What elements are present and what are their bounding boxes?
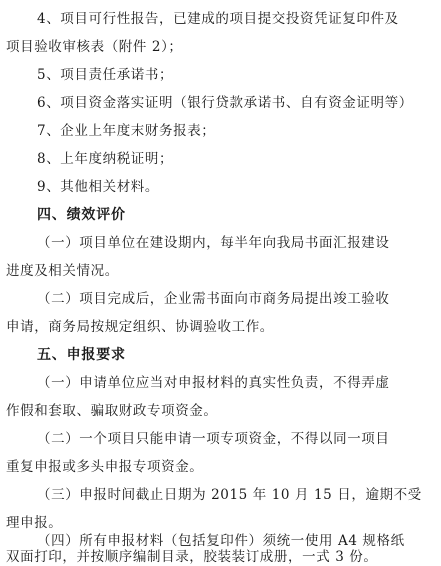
section-4-heading: 四、绩效评价: [37, 207, 126, 223]
section-5-p2-line-2: 重复申报或多头申报专项资金。: [6, 459, 204, 475]
section-4-p1-line-1: （一）项目单位在建设期内，每半年向我局书面汇报建设: [37, 235, 390, 251]
section-5-p4-line-1: （四）所有申报材料（包括复印件）须统一使用 A4 规格纸: [37, 533, 405, 549]
section-5-heading: 五、申报要求: [37, 347, 126, 363]
item-4-line-2: 项目验收审核表（附件 2）；: [6, 39, 183, 55]
section-4-p2-line-2: 申请，商务局按规定组织、协调验收工作。: [6, 319, 274, 335]
item-8: 8、上年度纳税证明；: [37, 151, 174, 167]
section-5-p3-line-2: 理申报。: [6, 515, 63, 531]
section-5-p3-line-1: （三）申报时间截止日期为 2015 年 10 月 15 日，逾期不受: [37, 487, 422, 503]
item-6: 6、项目资金落实证明（银行贷款承诺书、自有资金证明等）: [37, 95, 413, 111]
section-5-p2-line-1: （二）一个项目只能申请一项专项资金，不得以同一项目: [37, 431, 390, 447]
item-5: 5、项目责任承诺书；: [37, 67, 174, 83]
section-4-p1-line-2: 进度及相关情况。: [6, 263, 119, 279]
item-7: 7、企业上年度末财务报表；: [37, 123, 216, 139]
section-4-p2-line-1: （二）项目完成后，企业需书面向市商务局提出竣工验收: [37, 291, 390, 307]
section-5-p1-line-2: 作假和套取、骗取财政专项资金。: [6, 403, 218, 419]
item-4-line-1: 4、项目可行性报告，已建成的项目提交投资凭证复印件及: [37, 11, 399, 27]
item-9: 9、其他相关材料。: [37, 179, 159, 195]
section-5-p1-line-1: （一）申请单位应当对申报材料的真实性负责，不得弄虚: [37, 375, 390, 391]
section-5-p4-line-2: 双面打印，并按顺序编制目录，胶装装订成册，一式 3 份。: [6, 549, 378, 565]
